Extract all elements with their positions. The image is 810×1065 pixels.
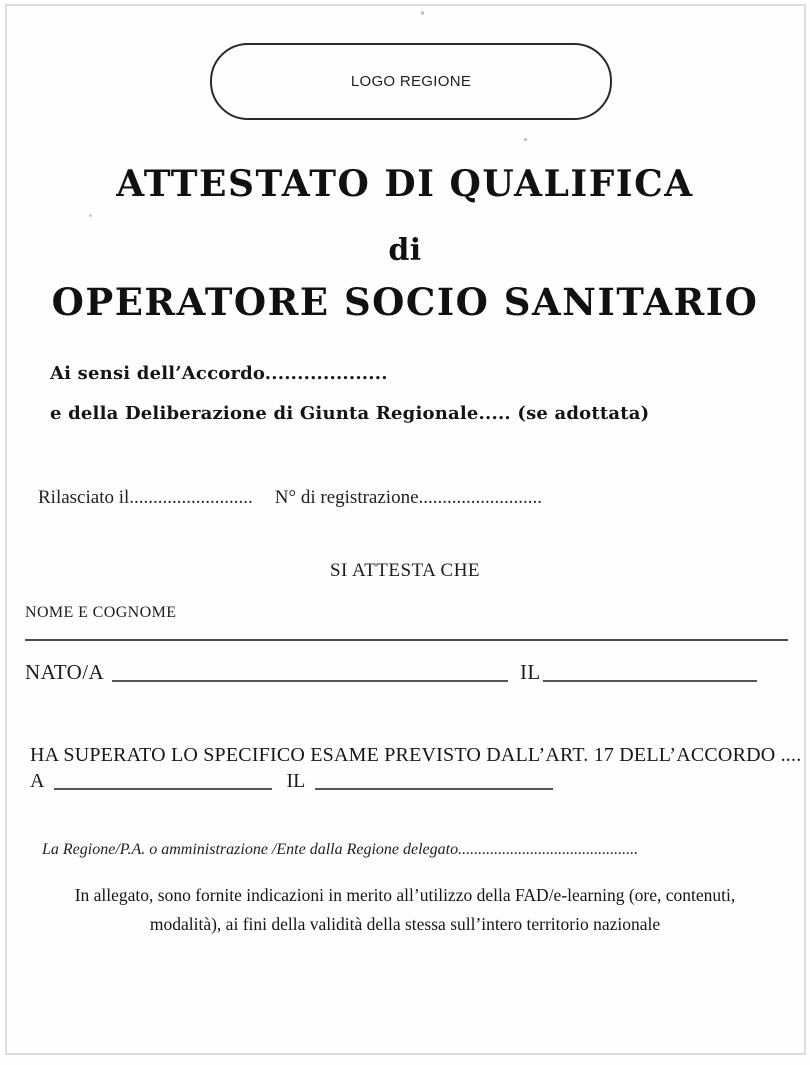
issued-date-label: Rilasciato il.......................... [38, 487, 253, 508]
legal-reference-delibera: e della Deliberazione di Giunta Regionale..... (se adottata) [50, 403, 650, 424]
certificate-qualification-title: OPERATORE SOCIO SANITARIO [51, 280, 759, 324]
logo-region-label: LOGO REGIONE [350, 73, 472, 90]
exam-place-date-row [30, 770, 553, 793]
attestation-heading: SI ATTESTA CHE [329, 560, 481, 581]
scan-speck [421, 11, 424, 15]
birth-date-label: IL [520, 660, 541, 684]
issue-row [38, 487, 542, 509]
issuer-delegation-line: La Regione/P.A. o amministrazione /Ente dalla Regione delegato............................................. [42, 841, 639, 858]
fad-footnote [55, 881, 755, 939]
certificate-title-connector: di [388, 233, 422, 268]
logo-region-box [210, 43, 612, 120]
exam-place-label: A [30, 770, 45, 792]
scan-speck [89, 214, 92, 217]
certificate-title: ATTESTATO DI QUALIFICA [116, 163, 694, 205]
exam-date-label: IL [286, 770, 306, 792]
issue-row-gap [253, 487, 275, 509]
scan-speck [524, 138, 527, 141]
exam-date-fill-line [315, 784, 553, 790]
legal-reference-accordo: Ai sensi dell’Accordo................... [50, 363, 388, 384]
exam-place-fill-line [54, 784, 272, 790]
fad-footnote-line1: In allegato, sono fornite indicazioni in merito all’utilizzo della FAD/e-learning (ore, contenuti, [74, 885, 736, 905]
born-label: NATO/A [25, 660, 105, 684]
birthdate-fill-line [543, 676, 757, 682]
birth-row [25, 660, 785, 685]
name-fill-line [25, 639, 788, 641]
fad-footnote-line2: modalità), ai fini della validità della stessa sull’intero territorio nazionale [149, 914, 661, 934]
registration-number-label: N° di registrazione.......................... [274, 487, 543, 508]
birthplace-fill-line [112, 676, 508, 682]
name-label: NOME E COGNOME [25, 604, 177, 621]
exam-statement: HA SUPERATO LO SPECIFICO ESAME PREVISTO DALL’ART. 17 DELL’ACCORDO .... [30, 744, 802, 766]
